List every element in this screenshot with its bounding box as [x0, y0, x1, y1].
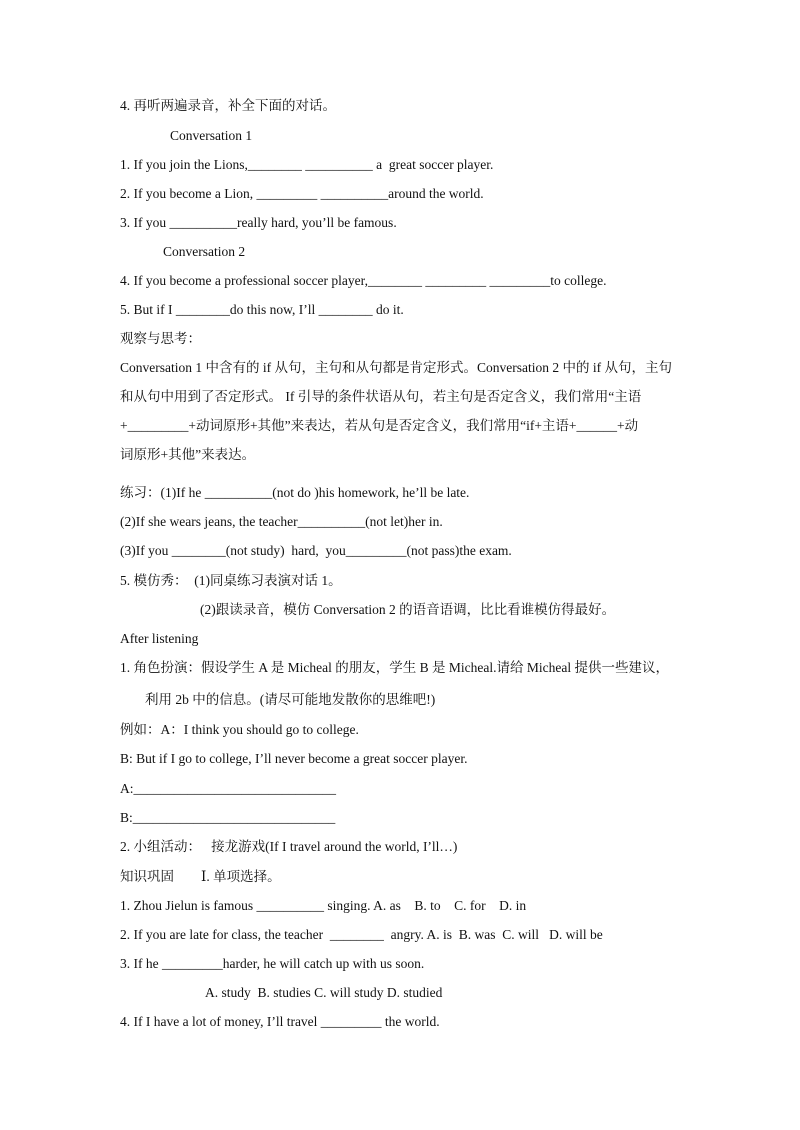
paragraph-line: Conversation 1 中含有的 if 从句，主句和从句都是肯定形式。Conversation 2 中的 if 从句，主句	[120, 360, 672, 375]
practice-line: (2)If she wears jeans, the teacher__________(not let)her in.	[120, 514, 443, 529]
paragraph-line: 词原形+其他”来表达。	[120, 447, 256, 462]
question-line: 4. If I have a lot of money, I’ll travel _________ the world.	[120, 1014, 440, 1029]
role-play-line: 利用 2b 中的信息。(请尽可能地发散你的思维吧!)	[145, 692, 436, 707]
question-line: 2. If you are late for class, the teacher ________ angry. A. is B. was C. will D. will be	[120, 927, 603, 942]
observe-heading: 观察与思考：	[120, 331, 201, 346]
practice-line: 练习：(1)If he __________(not do )his homework, he’ll be late.	[120, 485, 470, 500]
practice-line: (3)If you ________(not study) hard, you_________(not pass)the exam.	[120, 543, 512, 558]
after-listening-heading: After listening	[120, 631, 199, 646]
imitation-line: (2)跟读录音，模仿 Conversation 2 的语音语调，比比看谁模仿得最好。	[200, 602, 616, 617]
paragraph-line: +_________+动词原形+其他”来表达，若从句是否定含义，我们常用“if+主语+______+动	[120, 418, 639, 433]
conversation-2-title: Conversation 2	[163, 244, 246, 259]
exercise-line: 2. If you become a Lion, _________ __________around the world.	[120, 186, 484, 201]
example-line: B: But if I go to college, I’ll never become a great soccer player.	[120, 751, 468, 766]
paragraph-line: 和从句中用到了否定形式。 If 引导的条件状语从句，若主句是否定含义，我们常用“主语	[120, 389, 642, 404]
imitation-heading: 5. 模仿秀： (1)同桌练习表演对话 1。	[120, 573, 342, 588]
exercise-line: 3. If you __________really hard, you’ll be famous.	[120, 215, 397, 230]
knowledge-heading: 知识巩固 Ⅰ. 单项选择。	[120, 869, 281, 884]
exercise-line: 5. But if I ________do this now, I’ll ________ do it.	[120, 302, 404, 317]
question-line: 1. Zhou Jielun is famous __________ singing. A. as B. to C. for D. in	[120, 898, 527, 913]
exercise-line: 4. If you become a professional soccer player,________ _________ _________to college.	[120, 273, 607, 288]
answer-blank-a: A:______________________________	[120, 781, 336, 796]
question-options: A. study B. studies C. will study D. studied	[205, 985, 443, 1000]
exercise-line: 1. If you join the Lions,________ __________ a great soccer player.	[120, 157, 494, 172]
group-activity-line: 2. 小组活动： 接龙游戏(If I travel around the world, I’ll…)	[120, 839, 458, 854]
answer-blank-b: B:______________________________	[120, 810, 336, 825]
question-line: 3. If he _________harder, he will catch up with us soon.	[120, 956, 425, 971]
role-play-line: 1. 角色扮演：假设学生 A 是 Micheal 的朋友，学生 B 是 Micheal.请给 Micheal 提供一些建议，	[120, 660, 669, 675]
conversation-1-title: Conversation 1	[170, 128, 253, 143]
example-line: 例如：A：I think you should go to college.	[120, 722, 359, 737]
section-4-heading: 4. 再听两遍录音，补全下面的对话。	[120, 98, 336, 113]
